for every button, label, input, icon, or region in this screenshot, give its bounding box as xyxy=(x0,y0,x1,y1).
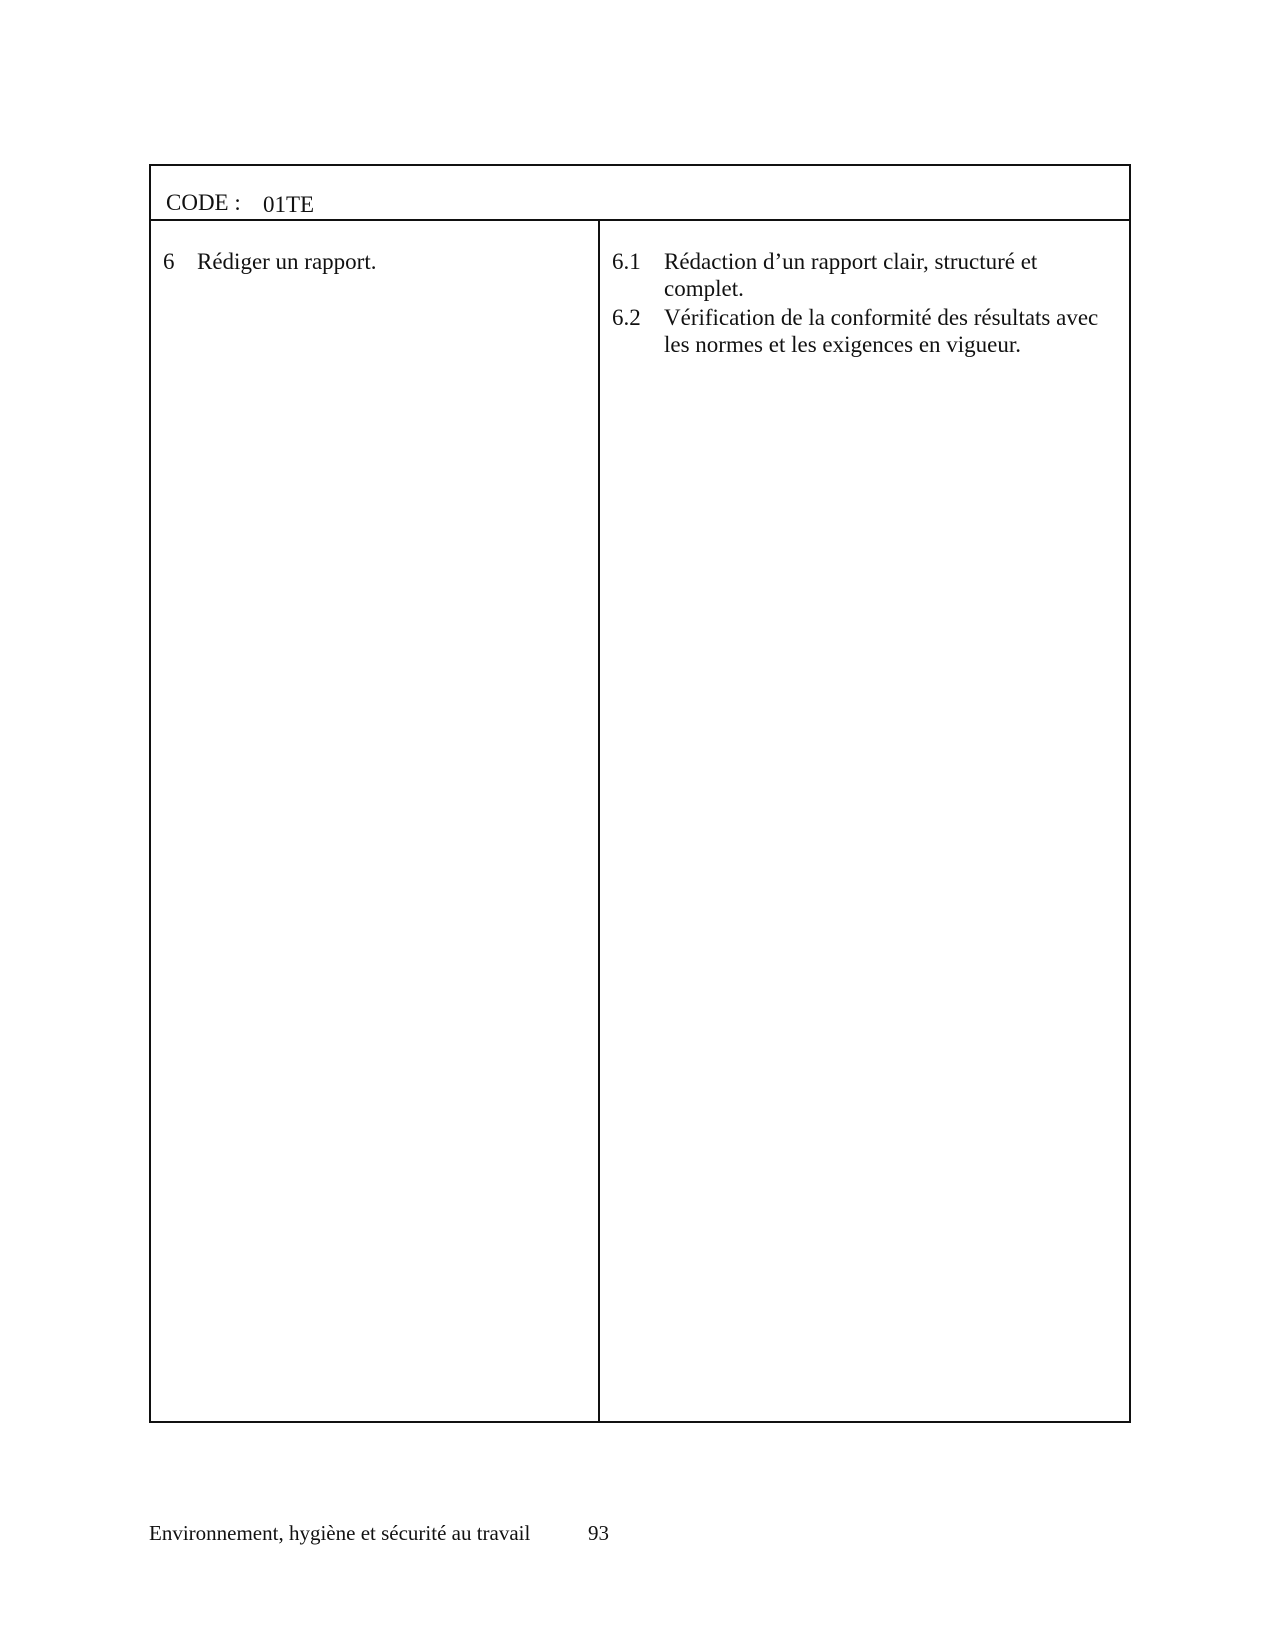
criterion-text: Vérification de la conformité des résultats avec les normes et les exigences en vigueur. xyxy=(664,305,1099,357)
competency-cell xyxy=(151,219,598,1421)
code-row xyxy=(151,166,1129,221)
criterion-number: 6.2 xyxy=(612,305,641,330)
criteria-table xyxy=(149,164,1131,1423)
criteria-cell xyxy=(600,219,1129,1421)
competency-number: 6 xyxy=(163,249,175,274)
footer-title: Environnement, hygiène et sécurité au travail xyxy=(149,1521,531,1545)
criterion-number: 6.1 xyxy=(612,249,641,274)
criterion-text: Rédaction d’un rapport clair, structuré et complet. xyxy=(664,249,1038,301)
competency-text: Rédiger un rapport. xyxy=(197,249,377,274)
page-number: 93 xyxy=(588,1521,609,1545)
code-label: CODE : xyxy=(166,190,241,215)
code-value: 01TE xyxy=(263,192,315,217)
